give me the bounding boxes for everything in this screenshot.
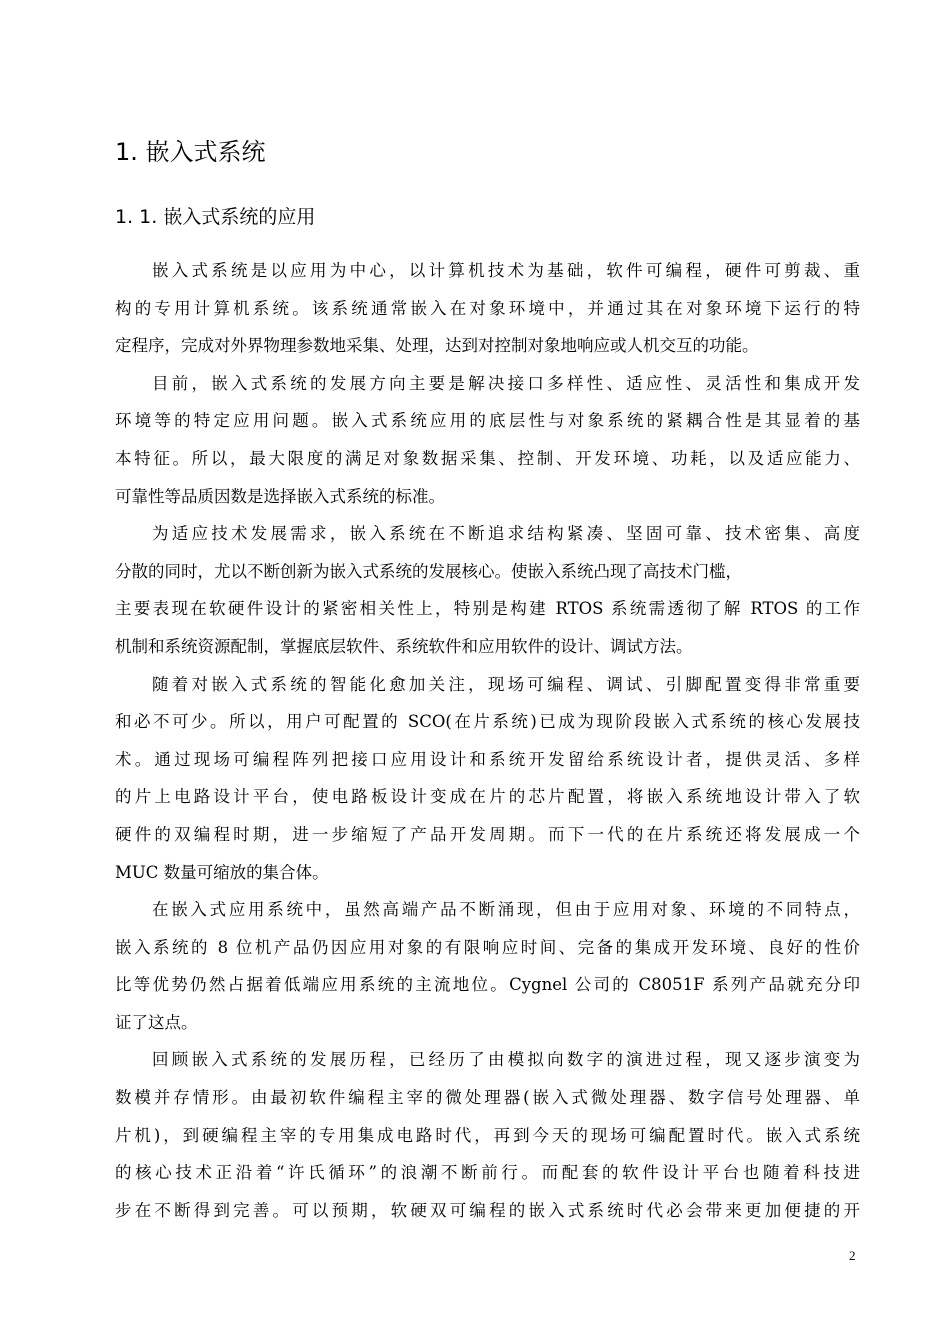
text-line: 本特征。所以，最大限度的满足对象数据采集、控制、开发环境、功耗，以及适应能力、 — [115, 448, 860, 468]
text-line: 可靠性等品质因数是选择嵌入式系统的标准。 — [115, 486, 445, 506]
text-line: 的片上电路设计平台，使电路板设计变成在片的芯片配置，将嵌入系统地设计带入了软 — [115, 787, 860, 807]
text-line: 定程序，完成对外界物理参数地采集、处理，达到对控制对象地响应或人机交互的功能。 — [115, 336, 759, 356]
text-line: 构的专用计算机系统。该系统通常嵌入在对象环境中，并通过其在对象环境下运行的特 — [115, 298, 860, 318]
text-line: 和必不可少。所以，用户可配置的 SCO(在片系统)已成为现阶段嵌入式系统的核心发展技 — [115, 712, 860, 732]
text-line: 的核心技术正沿着“许氏循环”的浪潮不断前行。而配套的软件设计平台也随着科技进 — [115, 1163, 860, 1183]
text-line: 目前，嵌入式系统的发展方向主要是解决接口多样性、适应性、灵活性和集成开发 — [152, 373, 860, 393]
text-line: MUC 数量可缩放的集合体。 — [115, 862, 329, 882]
text-line: 术。通过现场可编程阵列把接口应用设计和系统开发留给系统设计者，提供灵活、多样 — [115, 749, 860, 769]
text-line: 随着对嵌入式系统的智能化愈加关注，现场可编程、调试、引脚配置变得非常重要 — [152, 674, 860, 694]
text-line: 数模并存情形。由最初软件编程主宰的微处理器(嵌入式微处理器、数字信号处理器、单 — [115, 1088, 860, 1108]
text-line: 在嵌入式应用系统中，虽然高端产品不断涌现，但由于应用对象、环境的不同特点， — [152, 900, 860, 920]
text-line: 嵌入式系统是以应用为中心，以计算机技术为基础，软件可编程，硬件可剪裁、重 — [152, 261, 860, 280]
text-line: 主要表现在软硬件设计的紧密相关性上，特别是构建 RTOS 系统需透彻了解 RTOS 的工作 — [115, 599, 860, 619]
body-text — [115, 252, 875, 1229]
section-heading: 1. 1. 嵌入式系统的应用 — [115, 206, 316, 228]
text-line: 嵌入系统的 8 位机产品仍因应用对象的有限响应时间、完备的集成开发环境、良好的性价 — [115, 937, 860, 957]
text-line: 比等优势仍然占据着低端应用系统的主流地位。Cygnel 公司的 C8051F 系列产品就充分印 — [115, 975, 860, 995]
text-line: 分散的同时，尤以不断创新为嵌入式系统的发展核心。使嵌入系统凸现了高技术门槛， — [115, 561, 742, 581]
text-line: 回顾嵌入式系统的发展历程，已经历了由模拟向数字的演进过程，现又逐步演变为 — [152, 1050, 860, 1070]
text-line: 环境等的特定应用问题。嵌入式系统应用的底层性与对象系统的紧耦合性是其显着的基 — [115, 411, 860, 431]
text-line: 为适应技术发展需求，嵌入系统在不断追求结构紧凑、坚固可靠、技术密集、高度 — [152, 524, 860, 544]
text-line: 硬件的双编程时期，进一步缩短了产品开发周期。而下一代的在片系统还将发展成一个 — [115, 824, 860, 844]
page-number: 2 — [849, 1248, 856, 1263]
text-line: 机制和系统资源配制，掌握底层软件、系统软件和应用软件的设计、调试方法。 — [115, 636, 693, 656]
chapter-heading: 1. 嵌入式系统 — [115, 138, 266, 166]
text-line: 证了这点。 — [115, 1012, 198, 1032]
text-line: 步在不断得到完善。可以预期，软硬双可编程的嵌入式系统时代必会带来更加便捷的开 — [115, 1200, 860, 1220]
text-line: 片机)，到硬编程主宰的专用集成电路时代，再到今天的现场可编配置时代。嵌入式系统 — [115, 1125, 860, 1145]
